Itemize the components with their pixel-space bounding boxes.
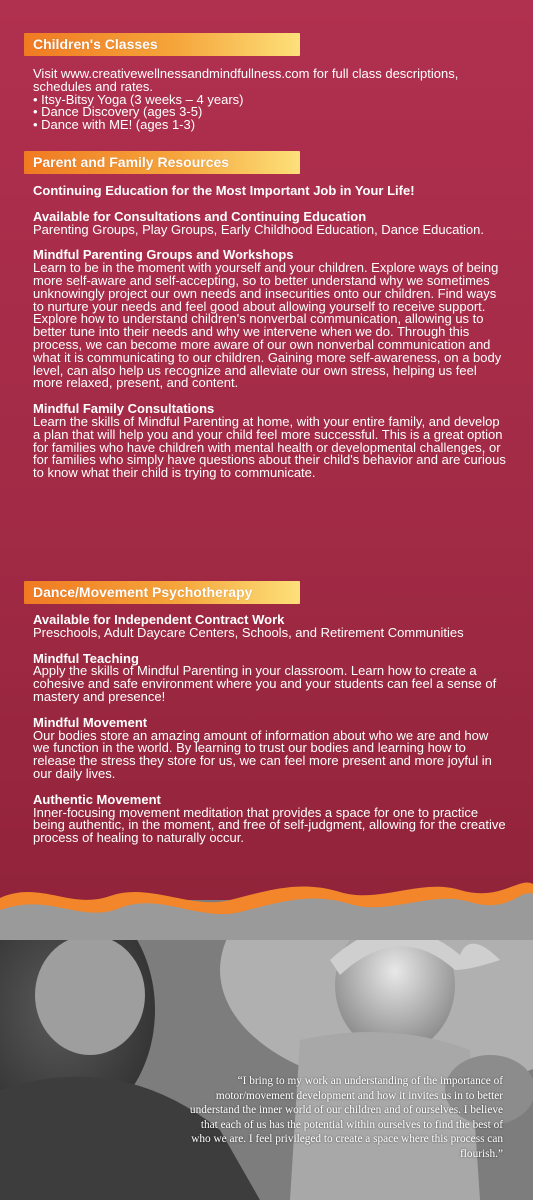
mindful-movement-body: Our bodies store an amazing amount of information about who we are and how we function in the world. By learning to trust our bodies and learning how to release the stress they store for us, we can feel more present and more joyful in our daily lives. [33,727,492,781]
family-consultations-body: Learn the skills of Mindful Parenting at home, with your entire family, and develop a plan that will help you and your child feel more successful. This is a great option for families who have children with mental health or developmental challenges, or for families who simply have questions about their child's behavior and are curious to know what their child is trying to communicate. [33,413,506,481]
classes-intro: Visit www.creativewellnessandmindfullness.com for full class descriptions, schedules and rates. [33,66,459,94]
mindful-movement-heading: Mindful Movement [33,714,148,730]
consultations-heading: Available for Consultations and Continuing Education [33,208,367,224]
dance-movement-body [33,614,508,845]
section-banner-dance-movement: Dance/Movement Psychotherapy [24,581,300,604]
class-item: • Itsy-Bitsy Yoga (3 weeks – 4 years) [33,91,244,107]
contract-work-body: Preschools, Adult Daycare Centers, Schools, and Retirement Communities [33,624,464,640]
contract-work-heading: Available for Independent Contract Work [33,612,285,627]
consultations-body: Parenting Groups, Play Groups, Early Childhood Education, Dance Education. [33,221,484,237]
orange-wave-divider [0,870,533,940]
class-item: • Dance with ME! (ages 1-3) [33,117,196,133]
testimonial-quote: “I bring to my work an understanding of the importance of motor/movement development and how it invites us in to better understand the inner world of our children and of ourselves. I believe that each of us has the potential within ourselves to find the best of who we are. I feel privileged to create a space where this process can flourish.” [189,1075,503,1160]
authentic-movement-heading: Authentic Movement [33,791,161,807]
mindful-teaching-body: Apply the skills of Mindful Parenting in your classroom. Learn how to create a cohesive and safe environment where you and your students can feel a sense of mastery and presence! [33,663,497,704]
parenting-groups-body: Learn to be in the moment with yourself and your children. Explore ways of being more self-aware and self-accepting, so to better understand why we sometimes unknowingly project our own needs and insecurities onto our children. Find ways to nurture your needs and feel good about allowing yourself to receive support. Explore how to understand children's nonverbal communication, allowing us to better tune into their needs and why we intervene when we do. Through this process, we can become more aware of our own nonverbal communication and what it is communicating to our children. Gaining more self-awareness, on a body level, can also help us recognize and alleviate our own stress, helping us feel more relaxed, present, and content. [33,260,502,391]
section-banner-family-resources: Parent and Family Resources [24,151,300,174]
authentic-movement-body: Inner-focusing movement meditation that provides a space for one to practice being authentic, in the moment, and free of self-judgment, allowing for the creative process of healing to naturally occur. [33,804,506,846]
tagline: Continuing Education for the Most Important Job in Your Life! [33,183,415,198]
family-resources-body [33,185,508,480]
childrens-classes-body [33,68,508,132]
mindful-teaching-heading: Mindful Teaching [33,650,139,666]
class-item: • Dance Discovery (ages 3-5) [33,104,203,120]
section-banner-childrens-classes: Children's Classes [24,33,300,56]
parenting-groups-heading: Mindful Parenting Groups and Workshops [33,247,294,263]
family-consultations-heading: Mindful Family Consultations [33,401,215,417]
